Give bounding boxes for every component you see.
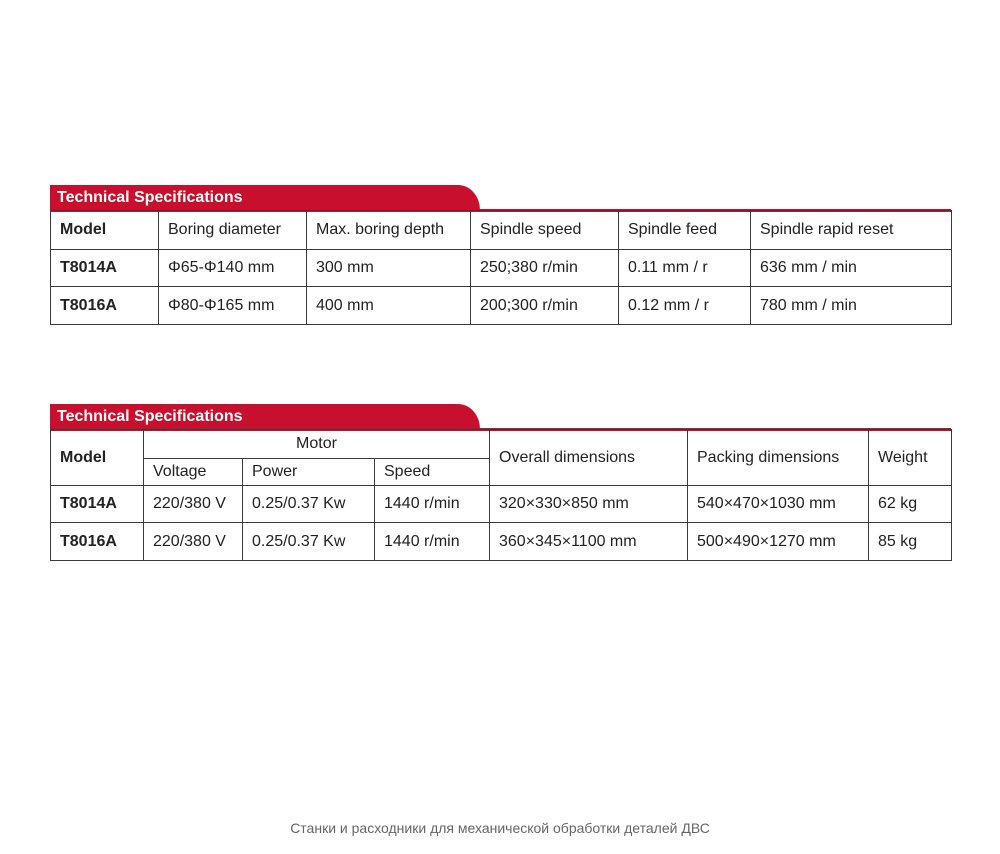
spec-block-1 xyxy=(50,185,951,325)
table-cell: 0.12 mm / r xyxy=(619,287,751,325)
table-cell: 220/380 V xyxy=(144,523,243,561)
table-cell: 360×345×1100 mm xyxy=(490,523,688,561)
table-cell: 1440 r/min xyxy=(375,486,490,523)
col-header: Max. boring depth xyxy=(307,211,471,250)
model-cell: T8016A xyxy=(51,523,144,561)
col-subheader-power: Power xyxy=(243,459,375,486)
table-cell: 636 mm / min xyxy=(751,250,952,287)
model-cell: T8016A xyxy=(51,287,159,325)
table-cell: 0.25/0.37 Kw xyxy=(243,486,375,523)
table-row xyxy=(51,287,952,325)
col-header-packing: Packing dimensions xyxy=(688,430,869,486)
table-cell: 1440 r/min xyxy=(375,523,490,561)
col-header: Boring diameter xyxy=(159,211,307,250)
table-cell: 220/380 V xyxy=(144,486,243,523)
table-header-row xyxy=(51,211,952,250)
col-subheader-speed: Speed xyxy=(375,459,490,486)
model-cell: T8014A xyxy=(51,486,144,523)
col-header-model: Model xyxy=(51,430,144,486)
table-cell: 780 mm / min xyxy=(751,287,952,325)
table-cell: 0.25/0.37 Kw xyxy=(243,523,375,561)
table-cell: 320×330×850 mm xyxy=(490,486,688,523)
table-header-row xyxy=(51,430,952,459)
spec-table-1 xyxy=(50,210,952,325)
footer-caption: Станки и расходники для механической обработки деталей ДВС xyxy=(290,820,710,836)
table-row xyxy=(51,250,952,287)
table-cell: 0.11 mm / r xyxy=(619,250,751,287)
col-header-motor: Motor xyxy=(144,430,490,459)
col-header: Spindle rapid reset xyxy=(751,211,952,250)
table-cell: Φ80-Φ165 mm xyxy=(159,287,307,325)
col-header: Spindle feed xyxy=(619,211,751,250)
table-cell: 500×490×1270 mm xyxy=(688,523,869,561)
col-subheader-voltage: Voltage xyxy=(144,459,243,486)
table-row xyxy=(51,486,952,523)
model-cell: T8014A xyxy=(51,250,159,287)
spec-table-2 xyxy=(50,429,952,561)
col-header-weight: Weight xyxy=(869,430,952,486)
table-cell: 400 mm xyxy=(307,287,471,325)
spec-title-tab: Technical Specifications xyxy=(50,185,480,210)
table-cell: 85 kg xyxy=(869,523,952,561)
spec-title-tab: Technical Specifications xyxy=(50,404,480,429)
spec-block-2 xyxy=(50,404,951,561)
col-header: Spindle speed xyxy=(471,211,619,250)
table-row xyxy=(51,523,952,561)
table-cell: 250;380 r/min xyxy=(471,250,619,287)
table-cell: 300 mm xyxy=(307,250,471,287)
table-cell: Φ65-Φ140 mm xyxy=(159,250,307,287)
table-cell: 200;300 r/min xyxy=(471,287,619,325)
table-cell: 540×470×1030 mm xyxy=(688,486,869,523)
col-header-overall: Overall dimensions xyxy=(490,430,688,486)
col-header: Model xyxy=(51,211,159,250)
table-cell: 62 kg xyxy=(869,486,952,523)
